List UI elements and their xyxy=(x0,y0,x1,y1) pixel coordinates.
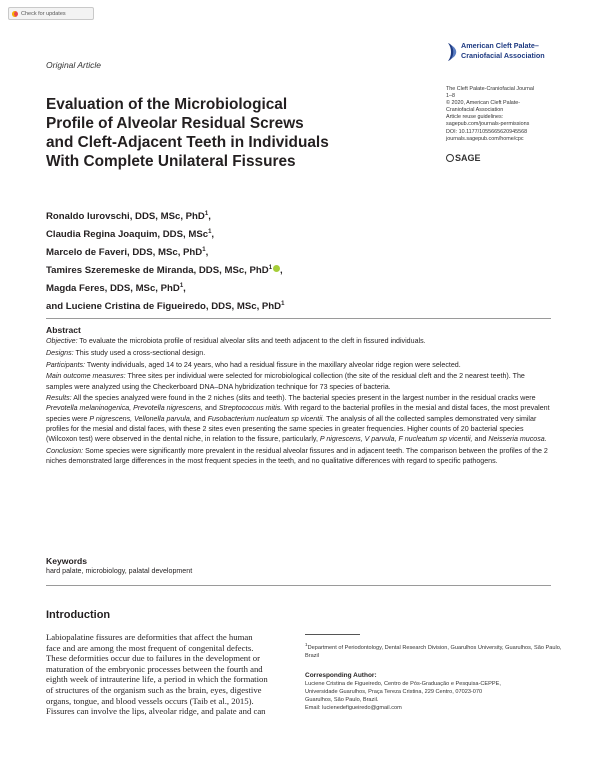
author-line: Ronaldo Iurovschi, DDS, MSc, PhD$^1$, xyxy=(46,211,211,223)
orcid-icon[interactable] xyxy=(273,265,280,272)
intro-line: Fissures can involve the lips, alveolar ridge, and palate and can xyxy=(46,706,266,717)
abstract-heading: Abstract xyxy=(46,325,81,335)
keywords-heading: Keywords xyxy=(46,556,88,566)
acpa-logo-icon xyxy=(446,41,458,63)
abstract-objective: Objective: To evaluate the microbiota profile of residual alveolar slits and teeth adjacent to the cleft in fissured individuals. xyxy=(46,337,426,346)
article-type: Original Article xyxy=(46,60,101,70)
copyright-line-2: Craniofacial Association xyxy=(446,107,504,114)
journal-info xyxy=(446,86,586,143)
corr-line: Guarulhos, São Paulo, Brazil. xyxy=(305,697,379,703)
corr-line: Luciene Cristina de Figueiredo, Centro de Pós-Graduação e Pesquisa-CEPPE, xyxy=(305,681,501,687)
author-line: Marcelo de Faveri, DDS, MSc, PhD$^1$, xyxy=(46,247,209,259)
logo-line-1: American Cleft Palate– xyxy=(461,41,539,50)
affiliation-footnote: $^1$Department of Periodontology, Dental Research Division, Guarulhos University, Guarulhos, São Paulo, Brazil xyxy=(305,642,562,659)
corresponding-author-heading: Corresponding Author: xyxy=(305,672,377,679)
title-line: Evaluation of the Microbiological xyxy=(46,96,288,113)
doi-link[interactable]: DOI: 10.1177/1055665620945568 xyxy=(446,128,528,135)
abstract xyxy=(46,325,551,468)
keywords-bottom-rule xyxy=(46,585,551,586)
check-badge-label: Check for updates xyxy=(21,10,66,17)
intro-line: These deformities occur due to failures in the development or xyxy=(46,653,260,664)
journal-name: The Cleft Palate-Craniofacial Journal xyxy=(446,86,535,92)
abstract-designs: Designs: This study used a cross-sectional design. xyxy=(46,348,206,357)
abstract-results: Results: All the species analyzed were found in the 2 niches (slits and teeth). The bacterial species present in the largest number in the residual cracks were Prevotella melaninogenica, Prevotella nigrescens, and Streptococcus mitis. With regard to the bacterial profiles in the mesial and distal faces, the most prevalent species were P nigrescens, Vellonella parvula, and Fusobacterium nucleatum sp vicentii. The analysis of all the collected samples demonstrated very similar profiles for the mesial and distal faces, with these 2 sites even presenting the same species in greater frequencies. Higher counts of 20 bacterial species (Wilcoxon test) were observed in the dental niche, in relation to the fissure, particularly, P nigrescens, V parvula, F nucleatum sp vicentii, and Neisseria mucosa. xyxy=(46,394,550,444)
author-line: and Luciene Cristina de Figueiredo, DDS, MSc, PhD$^1$ xyxy=(46,301,285,313)
title-line: and Cleft-Adjacent Teeth in Individuals xyxy=(46,134,329,151)
author-line: Magda Feres, DDS, MSc, PhD$^1$, xyxy=(46,283,186,295)
intro-line: maturation of the embryonic processes between the fourth and xyxy=(46,663,263,674)
author-list xyxy=(46,207,284,316)
abstract-top-rule xyxy=(46,318,551,319)
intro-line: eighth week of intrauterine life, a period in which the formation xyxy=(46,674,268,685)
footnote-rule xyxy=(305,634,360,635)
introduction-heading: Introduction xyxy=(46,609,111,621)
author-line: Tamires Szeremeske de Miranda, DDS, MSc, PhD$^1$ , xyxy=(46,265,283,277)
sage-circle-icon xyxy=(446,154,454,162)
journal-logo xyxy=(446,35,571,71)
sage-logo xyxy=(446,153,481,163)
copyright-line-1: © 2020, American Cleft Palate- xyxy=(446,100,521,107)
corr-line: Universidade Guarulhos, Praça Tereza Cristina, 229 Centro, 07023-070 xyxy=(305,689,483,695)
check-for-updates-badge[interactable] xyxy=(8,7,94,20)
author-line: Claudia Regina Joaquim, DDS, MSc$^1$, xyxy=(46,229,215,241)
corr-email[interactable]: Email: lucienedefigueiredo@gmail.com xyxy=(305,705,402,711)
intro-line: organs, tongue, and blood vessels occurs (Taib et al., 2015). xyxy=(46,695,254,706)
title-line: Profile of Alveolar Residual Screws xyxy=(46,115,304,132)
abstract-participants: Participants: Twenty individuals, aged 14 to 24 years, who had a residual fissure in the maxillary alveolar ridge region were selected. xyxy=(46,360,461,369)
article-title xyxy=(46,95,386,171)
abstract-main-outcome: Main outcome measures: Three sites per individual were selected for microbiological collection (the site of the residual cleft and the 2 nearest teeth). The samples were analyzed using the Checkerboard DNA–DNA hybridization technique for 73 species of bacteria. xyxy=(46,372,525,391)
crossmark-icon xyxy=(12,11,18,17)
logo-line-2: Craniofacial Association xyxy=(461,51,545,60)
keywords xyxy=(46,556,192,576)
publisher-name: SAGE xyxy=(455,153,481,163)
keywords-text: hard palate, microbiology, palatal development xyxy=(46,567,193,575)
intro-line: Labiopalatine fissures are deformities that affect the human xyxy=(46,632,253,642)
title-line: With Complete Unilateral Fissures xyxy=(46,153,296,170)
intro-line: of structures of the organism such as the brain, eyes, digestive xyxy=(46,684,262,695)
abstract-conclusion: Conclusion: Some species were significantly more prevalent in the residual alveolar fissures and in adjacent teeth. The comparison between the profiles of the 2 niches demonstrated large differences in the most frequent species in the teeth, and no qualitative differences with regard to specific pathogens. xyxy=(46,446,548,465)
journal-home-link[interactable]: journals.sagepub.com/home/cpc xyxy=(446,135,524,142)
introduction-body xyxy=(46,632,296,717)
permissions-link[interactable]: sagepub.com/journals-permissions xyxy=(446,121,530,128)
reuse-label: Article reuse guidelines: xyxy=(446,114,504,121)
corresponding-author xyxy=(305,672,575,712)
intro-line: face and are among the most frequent of congenital defects. xyxy=(46,642,254,653)
page-range: 1–8 xyxy=(446,93,455,100)
